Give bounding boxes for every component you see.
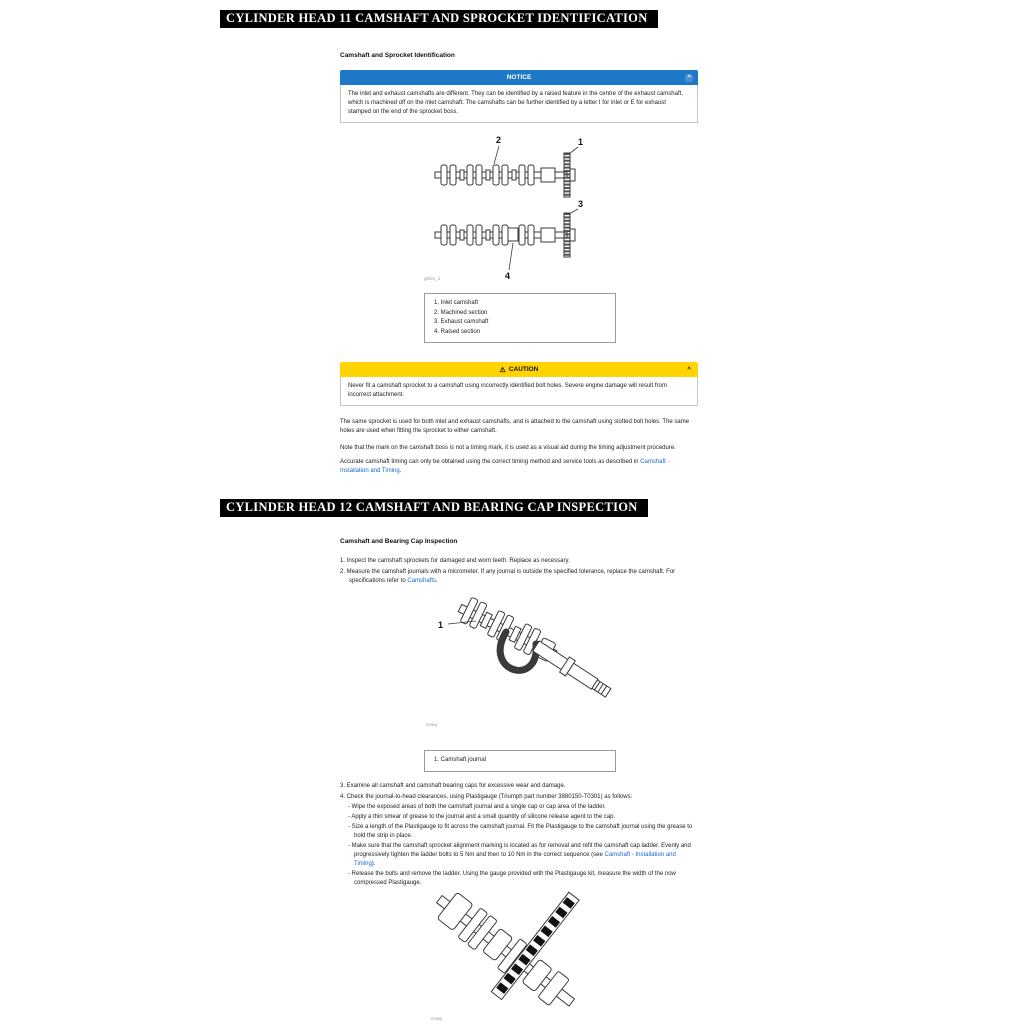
step-4: 4. Check the journal-to-head clearances, using Plastigauge (Triumph part number 3880150-T0301) as follows: <box>340 793 633 800</box>
paragraph-accurate-timing <box>340 458 698 476</box>
figure2-caption: cmeq <box>426 722 438 727</box>
legend-item: 2. Machined section <box>434 309 488 316</box>
link-camshaft-installation-timing[interactable]: Camshaft - Installation and Timing <box>340 459 670 474</box>
bullet-wipe: - Wipe the exposed areas of both the camshaft journal and a single cap or cap area of the ladder. <box>348 804 606 810</box>
bullet-measure-width: - Release the bolts and remove the ladder. Using the gauge provided with the Plastigauge kit, measure the width of the now compressed Plastigauge. <box>348 871 676 886</box>
figure1-legend <box>424 293 616 343</box>
chevron-up-icon[interactable]: ^ <box>687 73 691 81</box>
legend-item: 3. Exhaust camshaft <box>434 319 489 325</box>
figure-plastigauge-on-journal <box>425 882 640 1024</box>
step-1: 1. Inspect the camshaft sprockets for damaged and worn teeth. Replace as necessary. <box>340 558 570 564</box>
paragraph-sprocket-shared: The same sprocket is used for both inlet and exhaust camshafts, and is attached to the camshaft using slotted bolt holes. The same holes are used when fitting the sprocket to either camshaft. <box>340 419 690 434</box>
link-camshaft-installation-timing[interactable]: Camshaft - Installation and Timing <box>354 852 676 867</box>
step-text: 2. Measure the camshaft journals with a micrometer. If any journal is outside the specified tolerance, replace the camshaft. For specifications refer to <box>340 568 676 584</box>
paragraph-text: . <box>399 468 402 474</box>
warning-triangle-icon: ⚠ <box>499 366 506 374</box>
paragraph-boss-mark: Note that the mark on the camshaft boss is not a timing mark, it is used as a visual aid during the timing adjustment procedure. <box>340 445 676 451</box>
step-2 <box>340 568 698 586</box>
step-text: . <box>436 577 438 584</box>
inspection-steps-3-4 <box>340 782 698 889</box>
legend-item: 1. Camshaft journal <box>434 757 487 763</box>
figure1-caption: gbhm_1 <box>424 276 441 281</box>
caution-box <box>340 362 698 406</box>
subtitle-camshaft-sprocket-identification: Camshaft and Sprocket Identification <box>340 52 455 59</box>
caution-header[interactable] <box>340 362 698 377</box>
notice-body: The inlet and exhaust camshafts are different. They can be identified by a raised feature in the centre of the exhaust camshaft, which is machined off on the inlet camshaft. The camshafts can be further identified by a letter I for inlet or E for exhaust stamped on the end of the sprocket boss. <box>340 85 698 123</box>
step-3: 3. Examine all camshaft and camshaft bearing caps for excessive wear and damage. <box>340 783 566 789</box>
bullet-text: - Make sure that the camshaft sprocket alignment marking is located as for removal and refit the camshaft cap ladder. Evenly and progressively tighten the ladder bolts to 5 Nm and then to 10 Nm in the correct sequence (see <box>348 843 691 858</box>
inlet-camshaft-drawing <box>435 153 575 197</box>
section-header-cylinder-head-12: CYLINDER HEAD 12 CAMSHAFT AND BEARING CAP INSPECTION <box>220 499 648 517</box>
inspection-steps-1-2 <box>340 557 698 587</box>
chevron-up-icon[interactable]: ^ <box>687 365 691 373</box>
figure3-caption: cmeq <box>431 1016 443 1021</box>
notice-box <box>340 70 698 123</box>
figure-camshaft-sprocket-identification <box>420 133 620 285</box>
figure2-legend <box>424 750 616 772</box>
notice-title: NOTICE <box>506 74 532 81</box>
link-camshafts[interactable]: Camshafts <box>407 577 437 584</box>
bullet-grease: - Apply a thin smear of grease to the journal and a small quantity of silicone release agent to the cap. <box>348 814 616 820</box>
subtitle-camshaft-bearing-cap-inspection: Camshaft and Bearing Cap Inspection <box>340 538 458 545</box>
figure-camshaft-journal-measurement <box>420 588 640 730</box>
caution-title: CAUTION <box>508 366 539 373</box>
callout-1: 1 <box>578 137 584 147</box>
notice-header[interactable] <box>340 70 698 85</box>
callout-2: 2 <box>496 135 502 145</box>
callout-3: 3 <box>578 199 584 209</box>
legend-item: 1. Inlet camshaft <box>434 300 479 306</box>
bullet-size-plastigauge: - Size a length of the Plastigauge to fit across the camshaft journal. Fit the Plastigauge to the camshaft journal using the grease to hold the strip in place. <box>348 824 693 839</box>
legend-item: 4. Raised section <box>434 328 481 335</box>
paragraph-text: Accurate camshaft timing can only be obtained using the correct timing method and service tools as described in <box>340 459 641 465</box>
bullet-tighten-ladder <box>348 842 698 869</box>
section-header-cylinder-head-11: CYLINDER HEAD 11 CAMSHAFT AND SPROCKET IDENTIFICATION <box>220 10 658 28</box>
callout-1: 1 <box>438 620 444 630</box>
callout-4: 4 <box>505 271 511 281</box>
caution-body: Never fit a camshaft sprocket to a camshaft using incorrectly identified bolt holes. Severe engine damage will result from incorrect attachment. <box>340 377 698 406</box>
bullet-text: ). <box>371 861 376 867</box>
exhaust-camshaft-drawing <box>435 213 575 257</box>
plastigauge-procedure <box>348 803 698 888</box>
